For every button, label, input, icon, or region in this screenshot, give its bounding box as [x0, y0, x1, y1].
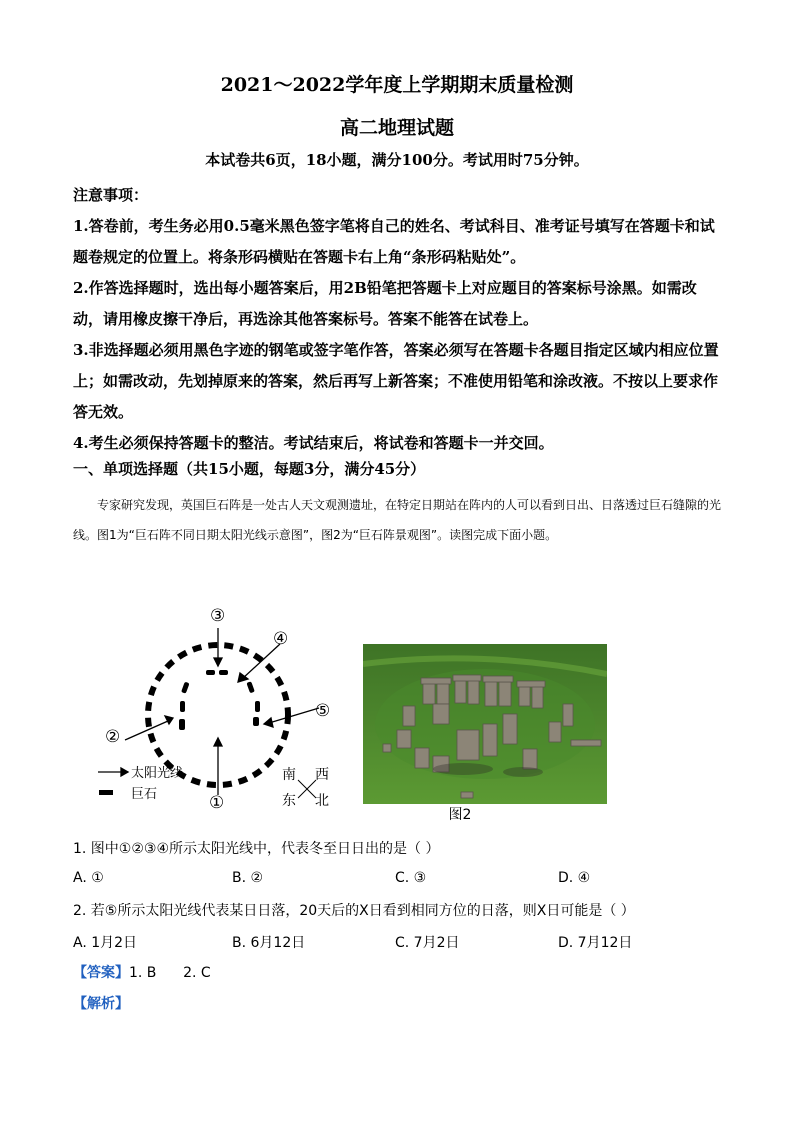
question-1-stem: 1. 图中①②③④所示太阳光线中，代表冬至日日出的是（ ）: [73, 841, 440, 857]
q1-option-c: C. ③: [395, 870, 427, 886]
note-item-2: 2.作答选择题时，选出每小题答案后，用2B铅笔把答题卡上对应题目的答案标号涂黑。如需改动，请用橡皮擦干净后，再选涂其他答案标号。答案不能答在试卷上。: [73, 279, 697, 328]
answer-label: 【答案】: [73, 965, 129, 981]
marker-3: ③: [210, 606, 226, 626]
legend-stone-symbol: [99, 790, 113, 795]
q2-option-d: D. 7月12日: [558, 935, 633, 951]
q2-option-a: A. 1月2日: [73, 935, 138, 951]
q1-option-a: A. ①: [73, 870, 104, 886]
note-item-3: 3.非选择题必须用黑色字迹的钢笔或签字笔作答，答案必须写在答题卡各题目指定区域内相应位置上；如需改动，先划掉原来的答案，然后再写上新答案；不准使用铅笔和涂改液。不按以上要求作答无效。: [73, 341, 719, 421]
compass: [282, 766, 329, 809]
q2-option-b: B. 6月12日: [232, 935, 306, 951]
subject-title: 高二地理试题: [339, 117, 454, 139]
reading-passage: 专家研究发现，英国巨石阵是一处古人天文观测遗址，在特定日期站在阵内的人可以看到日出、日落透过巨石缝隙的光线。图1为“巨石阵不同日期太阳光线示意图”，图2为“巨石阵景观图”。读图完成下面小题。: [73, 498, 722, 542]
marker-1: ①: [209, 793, 225, 813]
notes-section: [73, 180, 723, 459]
exam-title: 2021～2022学年度上学期期末质量检测: [220, 74, 574, 96]
legend-stone-label: 巨石: [131, 787, 158, 802]
compass-south: 南: [282, 767, 296, 783]
q2-option-c: C. 7月2日: [395, 935, 460, 951]
compass-north: 北: [315, 793, 329, 809]
q1-option-b: B. ②: [232, 870, 264, 886]
answer-line: [73, 962, 211, 982]
marker-5: ⑤: [315, 701, 331, 721]
notes-heading: 注意事项：: [73, 186, 149, 204]
compass-west: 西: [315, 767, 329, 783]
figure1-diagram: [93, 600, 343, 815]
question-2-stem: 2. 若⑤所示太阳光线代表某日日落，20天后的X日看到相同方位的日落，则X日可能是（ ）: [73, 903, 635, 919]
legend-ray-label: 太阳光线: [131, 766, 184, 781]
figure2-caption: 图2: [448, 807, 472, 823]
exam-subtitle: 本试卷共6页，18小题，满分100分。考试用时75分钟。: [205, 151, 589, 169]
section-heading: 一、单项选择题（共15小题，每题3分，满分45分）: [73, 460, 426, 478]
marker-2: ②: [105, 727, 121, 747]
answer-text: 1. B 2. C: [129, 965, 211, 981]
note-item-1: 1.答卷前，考生务必用0.5毫米黑色签字笔将自己的姓名、考试科目、准考证号填写在答题卡和试题卷规定的位置上。将条形码横贴在答题卡右上角“条形码粘贴处”。: [73, 217, 715, 266]
q1-option-d: D. ④: [558, 870, 591, 886]
marker-4: ④: [273, 629, 289, 649]
figure2-stonehenge-photo: [363, 644, 607, 804]
note-item-4: 4.考生必须保持答题卡的整洁。考试结束后，将试卷和答题卡一并交回。: [73, 434, 554, 452]
analysis-label: 【解析】: [73, 996, 129, 1012]
analysis-line: [73, 993, 129, 1013]
compass-east: 东: [282, 793, 296, 809]
